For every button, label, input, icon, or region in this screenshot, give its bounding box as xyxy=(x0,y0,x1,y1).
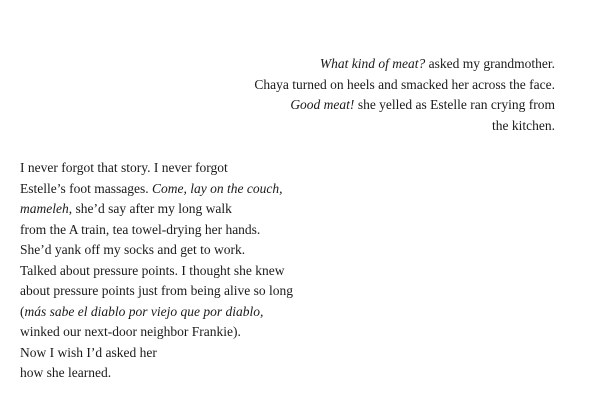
line-text: asked my grandmother. xyxy=(425,56,555,71)
poem-line: She’d yank off my socks and get to work. xyxy=(20,242,246,257)
line-text: she yelled as Estelle ran crying from xyxy=(354,97,555,112)
line-text: Estelle’s foot massages. xyxy=(20,180,152,196)
poem-line: how she learned. xyxy=(20,365,112,380)
poem-line xyxy=(20,302,340,323)
poem-line: Now I wish I’d asked her xyxy=(20,344,157,360)
poem-line xyxy=(225,95,555,116)
poem-line xyxy=(20,179,340,200)
italic-text: mameleh xyxy=(20,201,69,216)
italic-text: What kind of meat? xyxy=(319,56,426,71)
stanza-top xyxy=(225,54,555,136)
poem-line: winked our next-door neighbor Frankie). xyxy=(20,324,241,339)
stanza-bottom xyxy=(20,158,340,384)
poem-line: Talked about pressure points. I thought she knew xyxy=(20,262,285,278)
line-text: ( xyxy=(20,303,25,319)
poem-line: from the A train, tea towel-drying her hands. xyxy=(20,221,261,237)
italic-text: Come, lay on the couch, xyxy=(151,180,283,196)
poem-line xyxy=(20,199,340,220)
line-text: , she’d say after my long walk xyxy=(68,201,232,216)
italic-text: Good meat! xyxy=(290,97,355,112)
poem-line xyxy=(225,54,555,75)
poem-line: I never forgot that story. I never forgot xyxy=(20,160,228,175)
poem-line: about pressure points just from being alive so long xyxy=(20,283,293,298)
poem-line: the kitchen. xyxy=(492,117,555,133)
italic-text: más sabe el diablo por viejo que por diablo, xyxy=(24,303,264,319)
poem-line: Chaya turned on heels and smacked her across the face. xyxy=(254,76,555,92)
